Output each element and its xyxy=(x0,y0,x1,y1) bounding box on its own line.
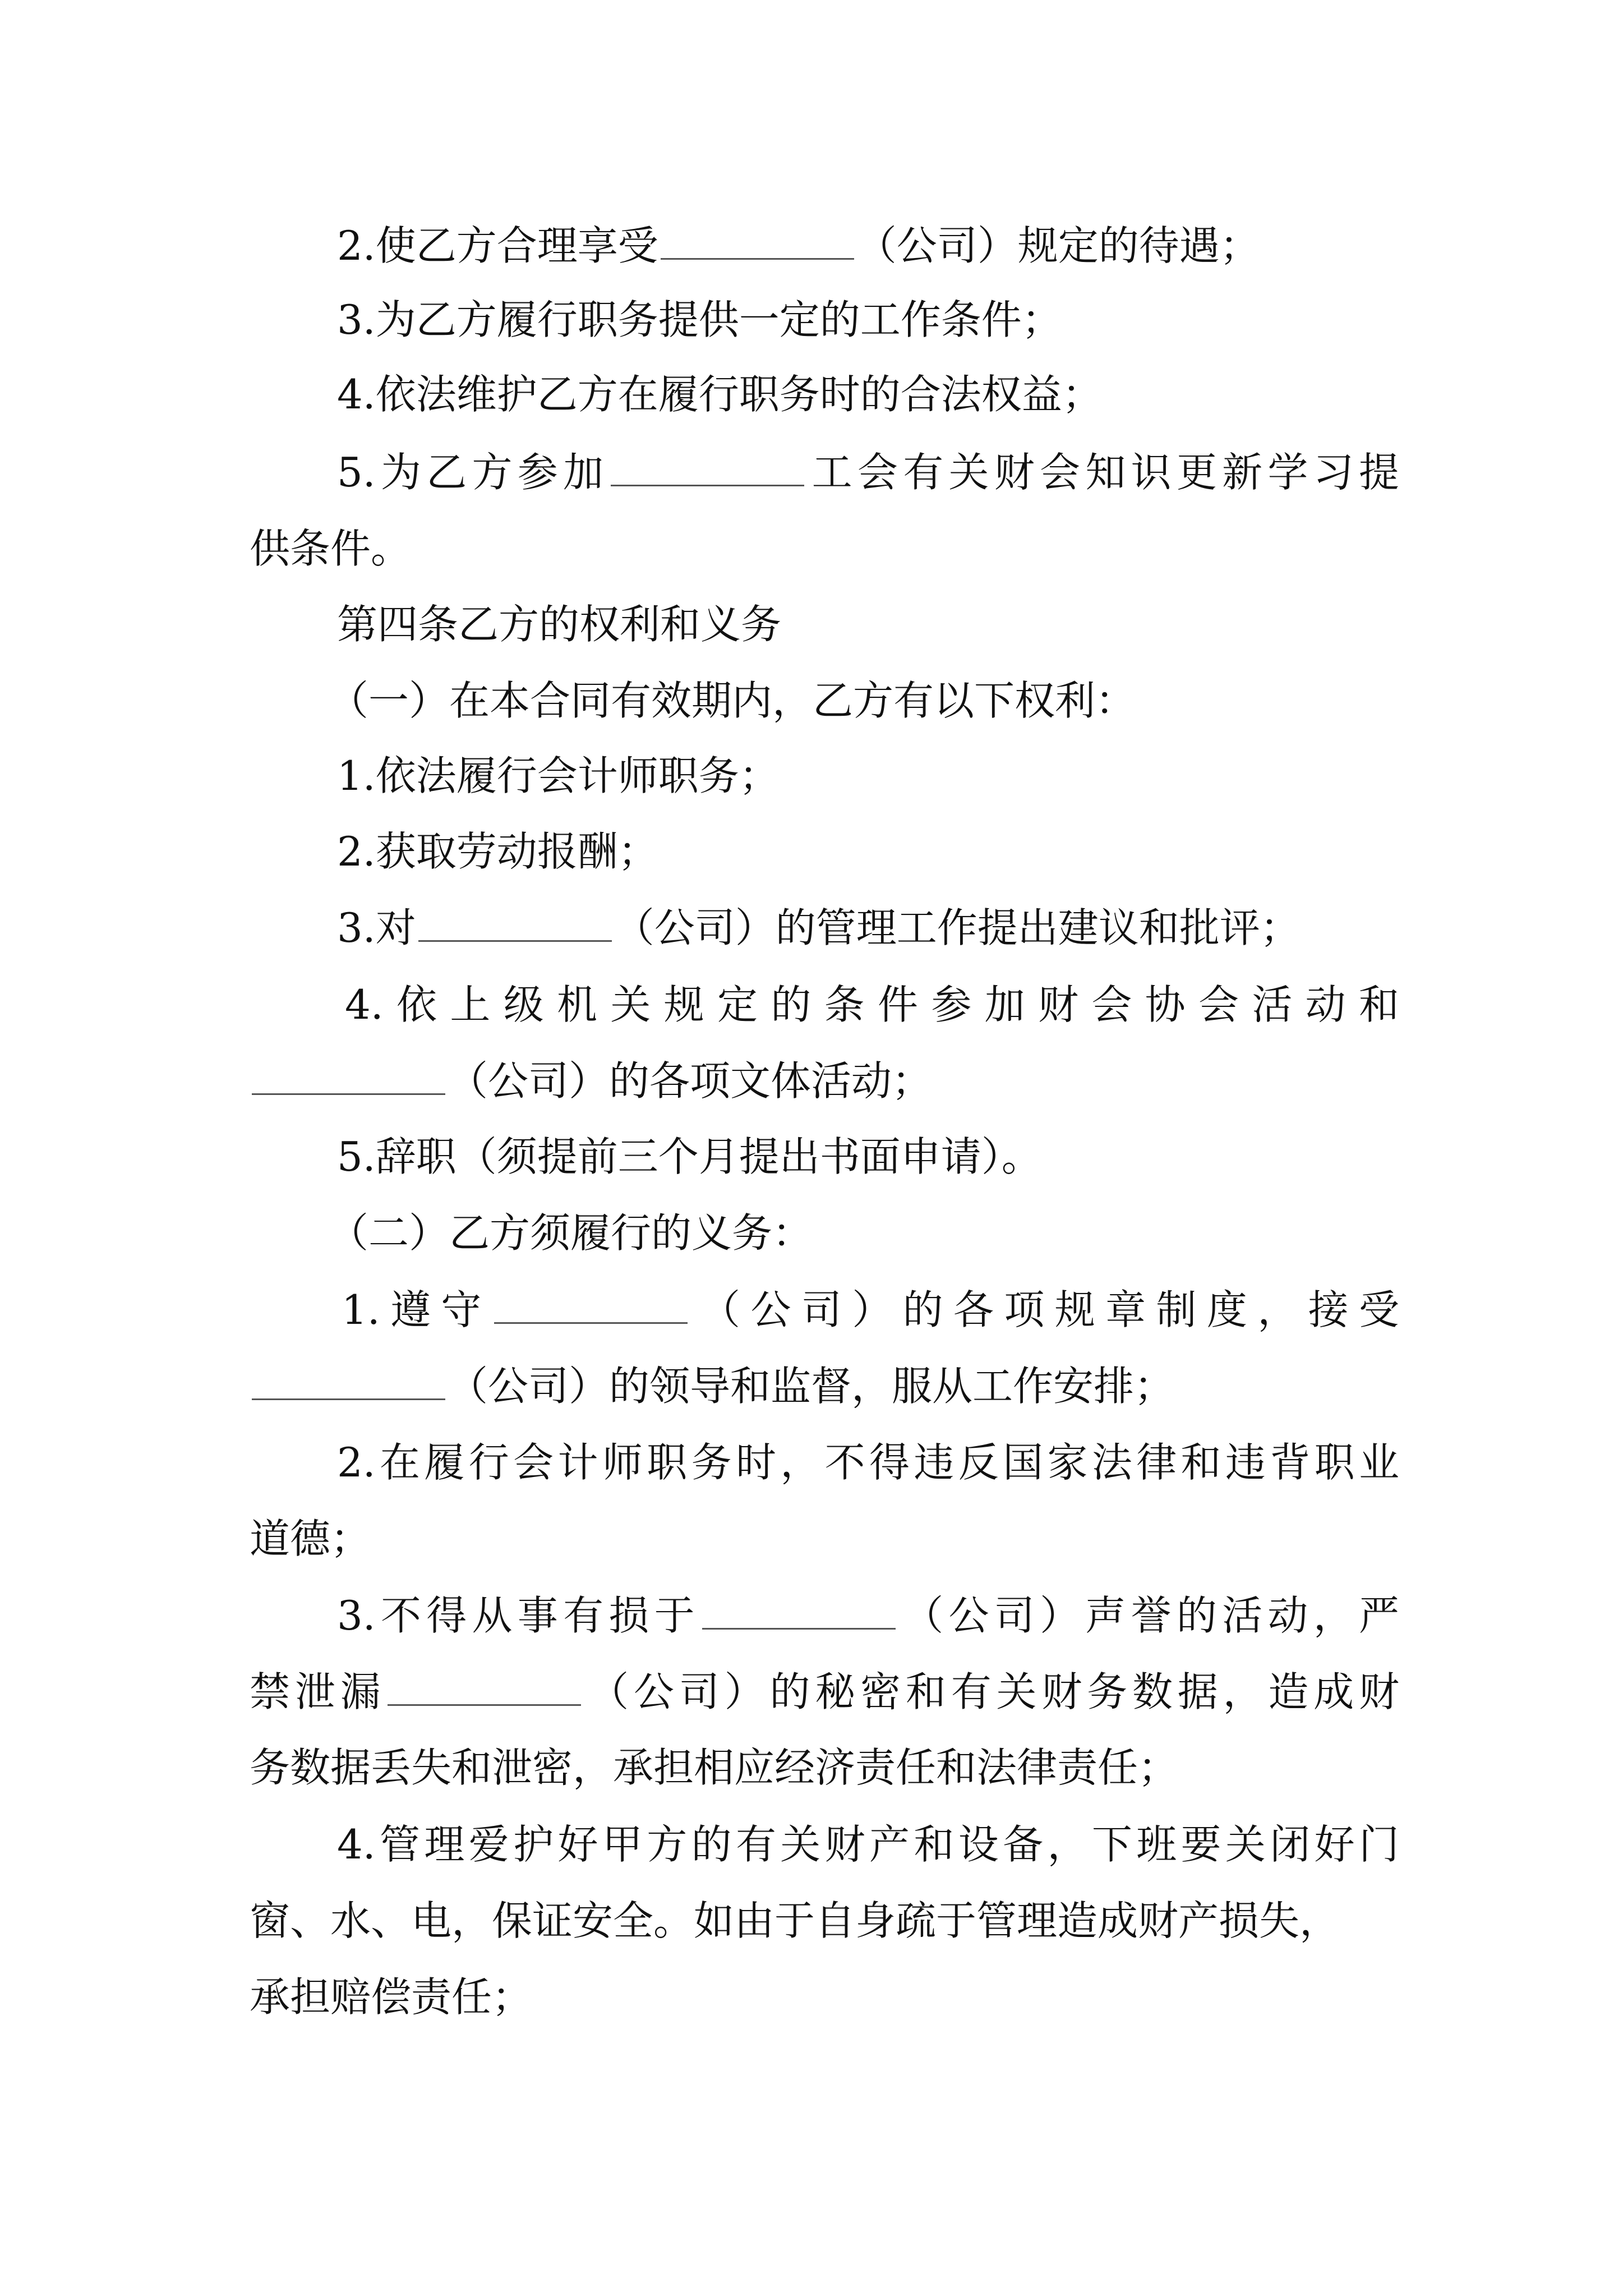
text-segment: （公司）的领导和监督，服从工作安排； xyxy=(448,1363,1175,1410)
text-segment: （公司）声誉的活动，严 xyxy=(897,1592,1399,1639)
text-segment: 4.管理爱护好甲方的有关财产和设备，下班要关闭好门 xyxy=(337,1821,1399,1868)
text-segment: 工会有关财会知识更新学习提 xyxy=(806,449,1399,496)
text-segment: 5.辞职（须提前三个月提出书面申请）。 xyxy=(337,1133,1042,1180)
text-segment: 3.对 xyxy=(337,904,416,951)
text-line xyxy=(337,1434,1399,1490)
subsection-heading xyxy=(328,1205,1478,1261)
text-line xyxy=(250,1053,1399,1109)
text-segment: （公司）规定的待遇； xyxy=(856,222,1260,269)
text-line xyxy=(337,748,1399,804)
text-line xyxy=(337,218,1399,274)
text-segment: 禁泄漏 xyxy=(250,1668,386,1715)
text-line xyxy=(250,1511,1399,1567)
fill-in-blank xyxy=(661,256,854,260)
text-segment: 1.遵守 xyxy=(342,1286,492,1333)
text-line xyxy=(337,444,1399,500)
text-line xyxy=(337,292,1399,348)
text-line xyxy=(337,823,1399,880)
text-segment: 1.依法履行会计师职务； xyxy=(337,752,780,799)
text-segment: 窗、水、电，保证安全。如由于自身疏于管理造成财产损失， xyxy=(250,1897,1340,1944)
text-segment: 4.依法维护乙方在履行职务时的合法权益； xyxy=(337,371,1103,418)
text-segment: （一）在本合同有效期内，乙方有以下权利： xyxy=(328,677,1136,724)
text-segment: （公司）的各项规章制度，接受 xyxy=(689,1286,1399,1333)
text-segment: 2.在履行会计师职务时，不得违反国家法律和违背职业 xyxy=(337,1439,1399,1486)
text-segment: 第四条乙方的权利和义务 xyxy=(337,601,782,648)
fill-in-blank xyxy=(252,1396,445,1400)
text-line xyxy=(250,521,1399,577)
text-line xyxy=(342,1282,1399,1338)
text-segment: （公司）的管理工作提出建议和批评； xyxy=(614,904,1301,951)
text-line xyxy=(250,1969,1399,2025)
section-heading xyxy=(337,596,1399,652)
text-segment: 4.依上级机关规定的条件参加财会协会活动和 xyxy=(345,981,1399,1028)
text-line xyxy=(337,1588,1399,1644)
text-segment: （公司）的秘密和有关财务数据，造成财 xyxy=(583,1668,1399,1715)
fill-in-blank xyxy=(494,1320,688,1324)
text-line xyxy=(337,1816,1399,1872)
text-segment: 3.为乙方履行职务提供一定的工作条件； xyxy=(337,296,1062,343)
subsection-heading xyxy=(328,673,1478,729)
text-line xyxy=(250,1740,1399,1796)
text-segment: 承担赔偿责任； xyxy=(250,1973,533,2021)
text-segment: （二）乙方须履行的义务： xyxy=(328,1209,813,1257)
fill-in-blank xyxy=(418,938,612,942)
text-segment: 供条件。 xyxy=(250,525,412,572)
text-segment: 务数据丢失和泄密，承担相应经济责任和法律责任； xyxy=(250,1744,1179,1791)
text-segment: 2.使乙方合理享受 xyxy=(337,222,658,269)
text-line xyxy=(250,1664,1399,1720)
text-segment: 3.不得从事有损于 xyxy=(337,1592,700,1639)
fill-in-blank xyxy=(702,1626,896,1630)
text-segment: 2.获取劳动报酬； xyxy=(337,828,658,875)
fill-in-blank xyxy=(252,1091,445,1095)
text-segment: （公司）的各项文体活动； xyxy=(448,1057,933,1105)
fill-in-blank xyxy=(611,482,804,486)
fill-in-blank xyxy=(388,1702,581,1706)
text-segment: 道德； xyxy=(250,1515,371,1562)
text-line xyxy=(337,900,1399,956)
document-page xyxy=(250,0,1399,2296)
text-segment: 5.为乙方参加 xyxy=(337,449,609,496)
text-line xyxy=(345,977,1399,1033)
text-line xyxy=(250,1893,1399,1949)
text-line xyxy=(250,1358,1399,1414)
text-line xyxy=(337,366,1399,422)
text-line xyxy=(337,1129,1399,1185)
